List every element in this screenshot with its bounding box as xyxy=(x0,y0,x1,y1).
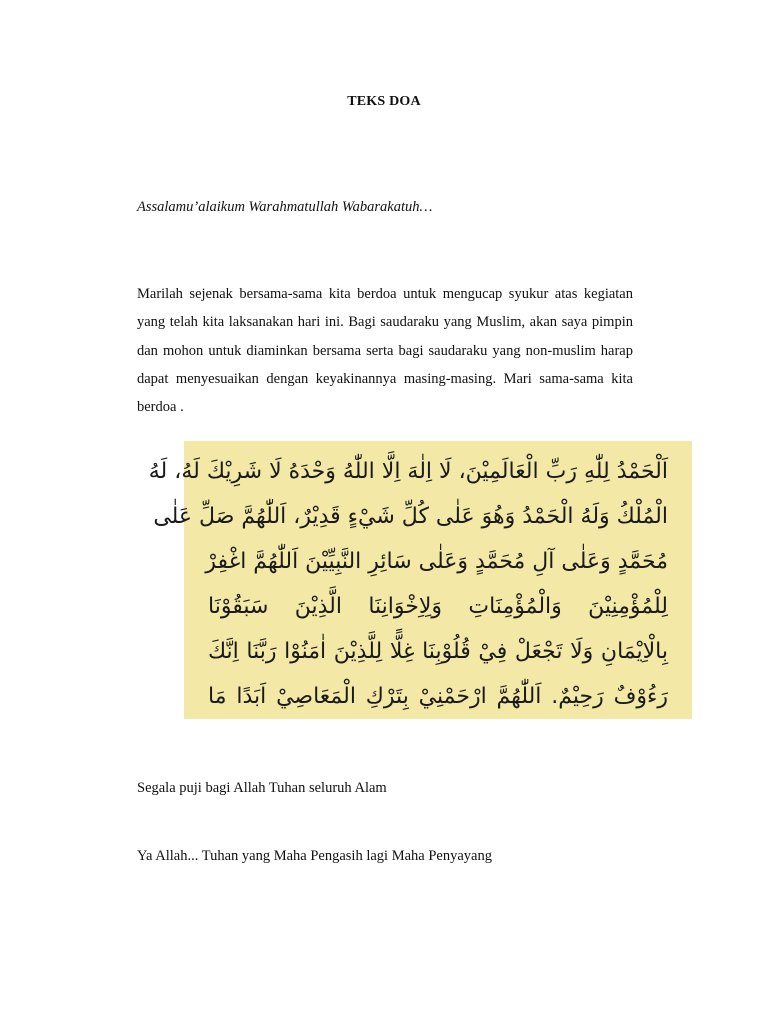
arabic-line-6: رَءُوْفٌ رَحِيْمٌ. اَللّٰهُمَّ ارْحَمْنِيْ بِتَرْكِ الْمَعَاصِيْ اَبَدًا مَا xyxy=(208,684,668,709)
arabic-line-4: لِلْمُؤْمِنِيْنَ وَالْمُؤْمِنَاتِ وَلِاِخْوَانِنَا الَّذِيْنَ سَبَقُوْنَا xyxy=(208,594,668,619)
document-title: TEKS DOA xyxy=(347,94,421,109)
invocation-line: Ya Allah... Tuhan yang Maha Pengasih lagi Maha Penyayang xyxy=(137,848,492,864)
arabic-line-2: الْمُلْكُ وَلَهُ الْحَمْدُ وَهُوَ عَلٰى كُلِّ شَيْءٍ قَدِيْرٌ، اَللّٰهُمَّ صَلِّ عَلٰى xyxy=(153,504,668,529)
arabic-line-1: اَلْحَمْدُ لِلّٰهِ رَبِّ الْعَالَمِيْنَ، لَا اِلٰهَ اِلَّا اللّٰهُ وَحْدَهُ لَا شَرِيْكَ لَهُ، لَهُ xyxy=(148,459,668,484)
arabic-prayer-image xyxy=(148,441,692,719)
intro-paragraph: Marilah sejenak bersama-sama kita berdoa untuk mengucap syukur atas kegiatan yang telah kita laksanakan hari ini. Bagi saudaraku yang Muslim, akan saya pimpin dan mohon untuk diaminkan bersama serta bagi saudaraku yang non-muslim harap dapat menyesuaikan dengan keyakinannya masing-masing. Mari sama-sama kita berdoa . xyxy=(137,286,633,416)
arabic-line-5: بِالْاِيْمَانِ وَلَا تَجْعَلْ فِيْ قُلُوْبِنَا غِلًّا لِلَّذِيْنَ اٰمَنُوْا رَبَّنَا اِنَّكَ xyxy=(208,639,668,664)
greeting-text: Assalamu’alaikum Warahmatullah Wabarakatuh… xyxy=(137,199,433,215)
arabic-line-3: مُحَمَّدٍ وَعَلٰى آلِ مُحَمَّدٍ وَعَلٰى سَائِرِ النَّبِيِّيْنَ اَللّٰهُمَّ اغْفِرْ xyxy=(205,549,668,574)
praise-line: Segala puji bagi Allah Tuhan seluruh Alam xyxy=(137,780,387,796)
